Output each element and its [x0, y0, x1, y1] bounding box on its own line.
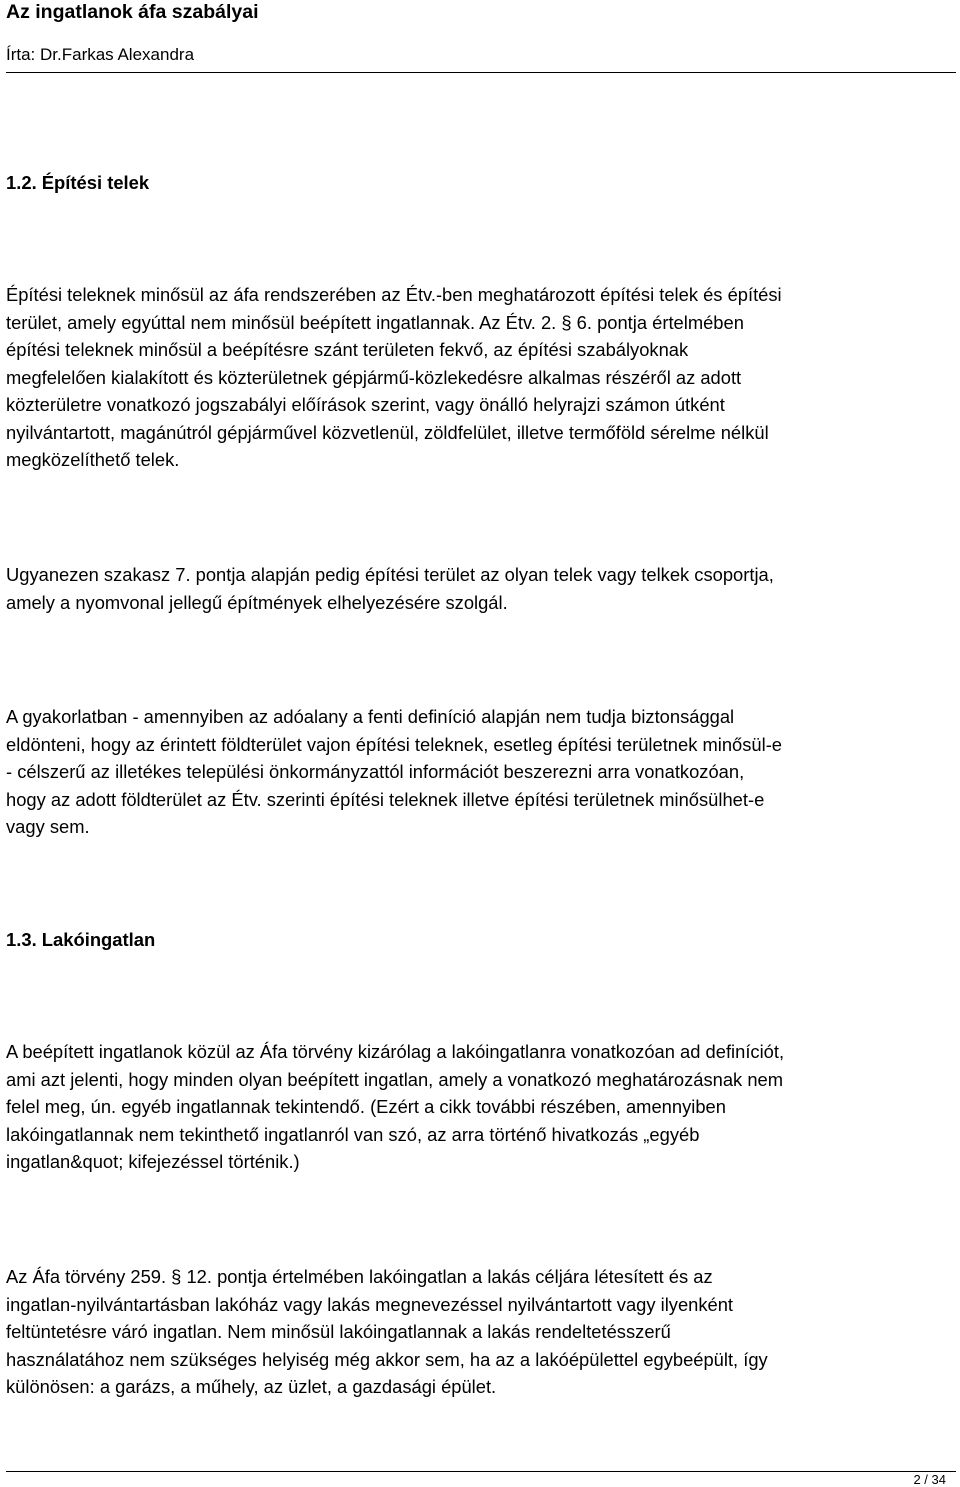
document-author: Írta: Dr.Farkas Alexandra — [6, 45, 195, 64]
section-heading-residential-property: 1.3. Lakóingatlan — [6, 929, 156, 950]
text-line: eldönteni, hogy az érintett földterület vajon építési teleknek, esetleg építési területnek minősül-e — [6, 733, 782, 755]
header-divider — [6, 72, 956, 73]
paragraph-residential-definition-intro — [6, 1038, 958, 1176]
text-line: nyilvántartott, magánútról gépjárművel közvetlenül, zöldfelület, illetve termőföld sérelme nélkül — [6, 421, 769, 443]
text-line: feltüntetésre váró ingatlan. Nem minősül lakóingatlannak a lakás rendeltetésszerű — [6, 1321, 671, 1342]
text-line: különösen: a garázs, a műhely, az üzlet, a gazdasági épület. — [6, 1376, 497, 1397]
text-line: használatához nem szükséges helyiség még akkor sem, ha az a lakóépülettel egybeépült, így — [6, 1348, 768, 1370]
paragraph-residential-legal-definition — [6, 1263, 958, 1401]
text-line: Ugyanezen szakasz 7. pontja alapján pedig építési terület az olyan telek vagy telkek csoportja, — [6, 564, 774, 585]
text-line: terület, amely egyúttal nem minősül beépített ingatlannak. Az Étv. 2. § 6. pontja értelmében — [6, 311, 744, 333]
paragraph-practical-advice — [6, 703, 958, 841]
footer-divider — [6, 1471, 956, 1472]
section-heading-building-plot: 1.2. Építési telek — [6, 172, 150, 193]
text-line: Az Áfa törvény 259. § 12. pontja értelmében lakóingatlan a lakás céljára létesített és az — [6, 1266, 713, 1287]
text-line: A gyakorlatban - amennyiben az adóalany a fenti definíció alapján nem tudja biztonsággal — [6, 706, 735, 727]
paragraph-building-plot-definition — [6, 281, 958, 474]
text-line: ami azt jelenti, hogy minden olyan beépített ingatlan, amely a vonatkozó meghatározásnak nem — [6, 1068, 784, 1090]
text-line: lakóingatlannak nem tekinthető ingatlanról van szó, az arra történő hivatkozás „egyéb — [6, 1123, 700, 1145]
text-line: Építési teleknek minősül az áfa rendszerében az Étv.-ben meghatározott építési telek és építési — [6, 284, 782, 305]
text-line: közterületre vonatkozó jogszabályi előírások szerint, vagy önálló helyrajzi számon útként — [6, 394, 725, 415]
page-number: 2 / 34 — [913, 1472, 946, 1487]
text-line: felel meg, ún. egyéb ingatlannak tekintendő. (Ezért a cikk további részében, amennyiben — [6, 1096, 726, 1117]
text-line: ingatlan&quot; kifejezéssel történik.) — [6, 1151, 300, 1172]
text-line: hogy az adott földterület az Étv. szerinti építési teleknek illetve építési területnek minősülhet-e — [6, 788, 765, 810]
text-line: megközelíthető telek. — [6, 449, 180, 470]
document-title: Az ingatlanok áfa szabályai — [6, 1, 259, 23]
text-line: vagy sem. — [6, 816, 90, 837]
text-line: A beépített ingatlanok közül az Áfa törvény kizárólag a lakóingatlanra vonatkozóan ad definíciót, — [6, 1041, 785, 1062]
text-line: - célszerű az illetékes települési önkormányzattól információt beszerezni arra vonatkozóan, — [6, 761, 745, 782]
text-line: amely a nyomvonal jellegű építmények elhelyezésére szolgál. — [6, 591, 508, 613]
text-line: ingatlan-nyilvántartásban lakóház vagy lakás megnevezéssel nyilvántartott vagy ilyenként — [6, 1293, 734, 1315]
paragraph-building-area-definition — [6, 561, 958, 616]
text-line: építési teleknek minősül a beépítésre szánt területen fekvő, az építési szabályoknak — [6, 339, 689, 360]
text-line: megfelelően kialakított és közterületnek gépjármű-közlekedésre alkalmas részéről az adott — [6, 366, 742, 388]
